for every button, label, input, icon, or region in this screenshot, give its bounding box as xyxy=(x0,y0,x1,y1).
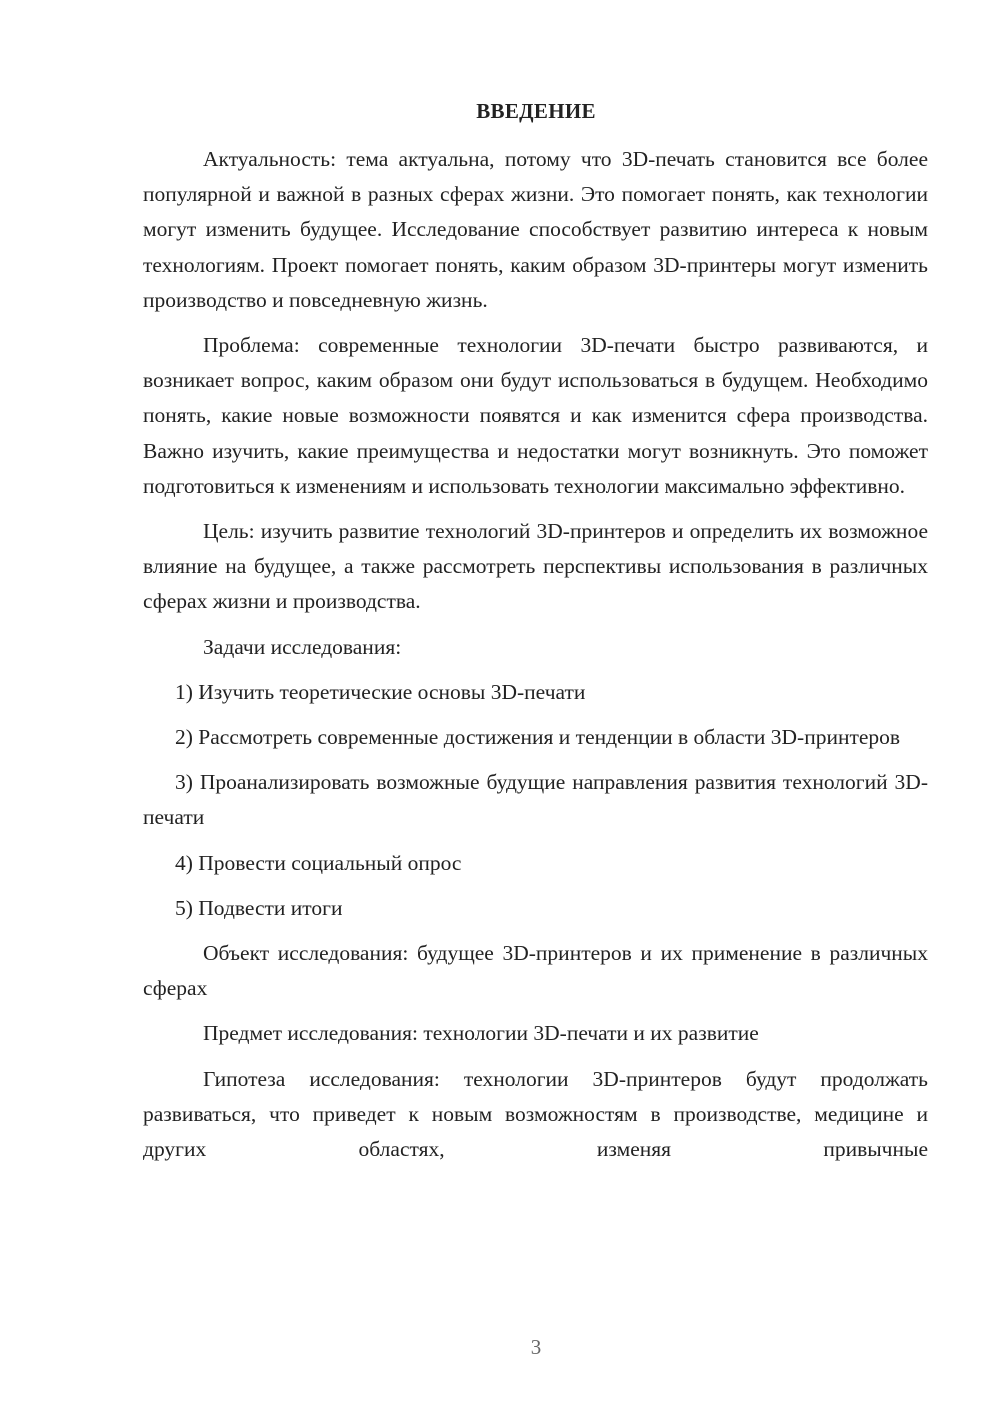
task-item-1: 1) Изучить теоретические основы 3D-печати xyxy=(175,679,586,704)
object-paragraph: Объект исследования: будущее 3D-принтеров и их применение в различных сферах xyxy=(143,941,928,1001)
task-item-4: 4) Провести социальный опрос xyxy=(175,850,462,875)
goal-paragraph: Цель: изучить развитие технологий 3D-принтеров и определить их возможное влияние на будущее, а также рассмотреть перспективы использования в различных сферах жизни и производства. xyxy=(143,519,928,614)
page-number: 3 xyxy=(530,1335,542,1359)
hypothesis-paragraph: Гипотеза исследования: технологии 3D-принтеров будут продолжать развиваться, что приведет к новым возможностям в производстве, медицине и других областях, изменяя привычные xyxy=(143,1066,928,1162)
task-item-2: 2) Рассмотреть современные достижения и тенденции в области 3D-принтеров xyxy=(175,725,901,750)
tasks-title: Задачи исследования: xyxy=(203,634,402,659)
document-body xyxy=(143,142,928,1167)
section-heading: ВВЕДЕНИЕ xyxy=(476,99,596,123)
task-item-3: 3) Проанализировать возможные будущие направления развития технологий 3D-печати xyxy=(143,770,928,830)
relevance-paragraph: Актуальность: тема актуальна, потому что 3D-печать становится все более популярной и важной в разных сферах жизни. Это помогает понять, как технологии могут изменить будущее. Исследование способствует развитию интереса к новым технологиям. Проект помогает понять, каким образом 3D-принтеры могут изменить производство и повседневную жизнь. xyxy=(143,147,928,312)
task-item-5: 5) Подвести итоги xyxy=(175,895,343,920)
subject-paragraph: Предмет исследования: технологии 3D-печати и их развитие xyxy=(203,1021,759,1046)
problem-paragraph: Проблема: современные технологии 3D-печати быстро развиваются, и возникает вопрос, каким образом они будут использоваться в будущем. Необходимо понять, какие новые возможности появятся и как изменится сфера производства. Важно изучить, какие преимущества и недостатки могут возникнуть. Это поможет подготовиться к изменениям и использовать технологии максимально эффективно. xyxy=(143,333,928,498)
